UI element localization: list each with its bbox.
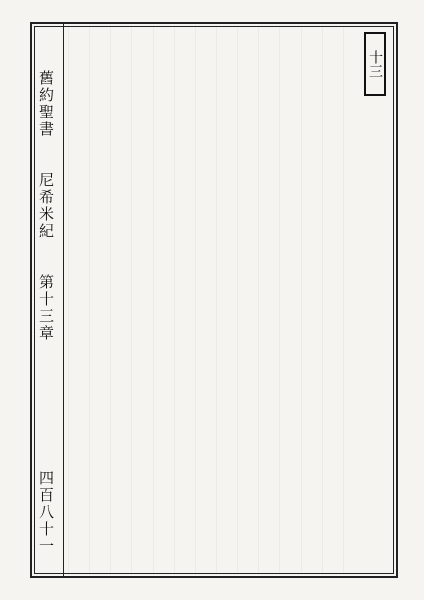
text-column [153, 26, 174, 574]
text-column [131, 26, 152, 574]
text-column [322, 26, 343, 574]
text-column [195, 26, 216, 574]
text-column-content [346, 32, 362, 568]
text-column [68, 26, 89, 574]
chapter-label: 第十三章 [37, 274, 55, 342]
text-column-content [198, 32, 214, 568]
text-column [216, 26, 237, 574]
section-title: 尼希米紀 [37, 172, 55, 240]
text-column [343, 26, 364, 574]
text-column [89, 26, 110, 574]
text-column [258, 26, 279, 574]
text-column-content [240, 32, 256, 568]
book-title: 舊約聖書 [37, 70, 55, 138]
text-column-content [261, 32, 277, 568]
text-column-content [92, 32, 108, 568]
margin-column [30, 22, 64, 578]
text-column [301, 26, 322, 574]
text-column [237, 26, 258, 574]
chapter-marker [364, 32, 386, 96]
text-column-content [325, 32, 341, 568]
text-column-content [282, 32, 298, 568]
text-column-content [156, 32, 172, 568]
page-number: 四百八十一 [37, 470, 55, 555]
text-column-content [304, 32, 320, 568]
text-column-content [71, 32, 87, 568]
text-column-content [219, 32, 235, 568]
text-column [174, 26, 195, 574]
text-column-content [134, 32, 150, 568]
text-column-content [177, 32, 193, 568]
text-column [279, 26, 300, 574]
body-text-area [68, 26, 394, 574]
text-column-content [113, 32, 129, 568]
chapter-marker-label: 十三 [367, 50, 383, 78]
text-column [110, 26, 131, 574]
